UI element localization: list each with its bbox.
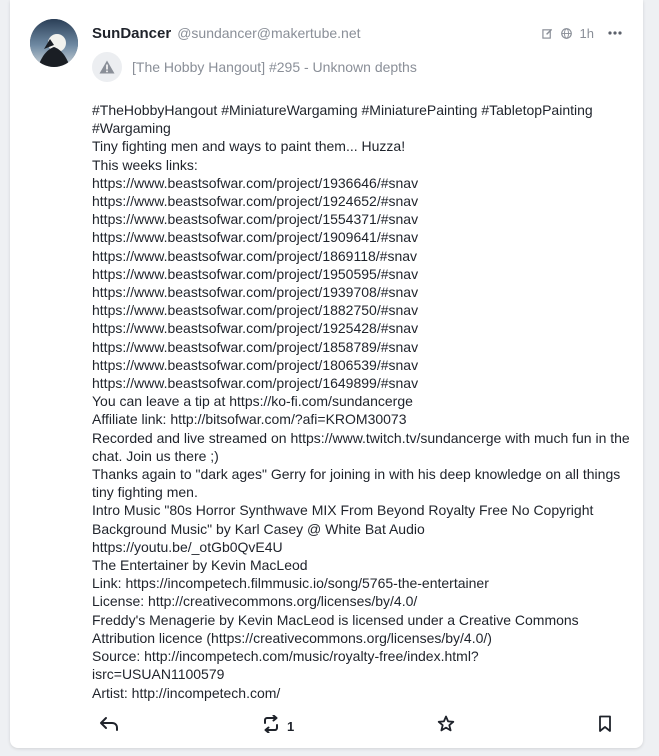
- content-link[interactable]: https://www.beastsofwar.com/project/1909641/#snav: [92, 229, 419, 246]
- content-line[interactable]: You can leave a tip at https://ko-fi.com/sundancerge: [92, 393, 413, 410]
- content-line[interactable]: Recorded and live streamed on https://www.twitch.tv/sundancerge with much fun in the chat. Join us there ;): [92, 429, 630, 464]
- bookmark-icon: [598, 715, 612, 738]
- globe-icon: [560, 26, 574, 40]
- content-line[interactable]: Link: https://incompetech.filmmusic.io/song/5765-the-entertainer: [92, 575, 489, 592]
- content-link[interactable]: https://www.beastsofwar.com/project/1649899/#snav: [92, 375, 419, 392]
- status-header: [92, 22, 622, 44]
- content-link[interactable]: https://www.beastsofwar.com/project/1936646/#snav: [92, 174, 419, 191]
- content-warning[interactable]: [92, 52, 417, 82]
- content-link[interactable]: https://www.beastsofwar.com/project/1554371/#snav: [92, 211, 419, 228]
- content-link[interactable]: https://www.beastsofwar.com/project/1806539/#snav: [92, 356, 419, 373]
- content-link[interactable]: https://www.beastsofwar.com/project/1869118/#snav: [92, 247, 418, 264]
- favourite-button[interactable]: [437, 713, 455, 739]
- content-line[interactable]: Artist: http://incompetech.com/: [92, 684, 281, 701]
- boost-icon: [261, 715, 281, 738]
- content-line[interactable]: #TheHobbyHangout #MiniatureWargaming #MiniaturePainting #TabletopPainting #Wargaming: [92, 102, 593, 137]
- content-link[interactable]: https://www.beastsofwar.com/project/1925428/#snav: [92, 320, 419, 337]
- reply-icon: [99, 716, 119, 737]
- content-line: Thanks again to "dark ages" Gerry for joining in with his deep knowledge on all things tiny fighting men.: [92, 466, 621, 501]
- content-warning-text: [The Hobby Hangout] #295 - Unknown depths: [132, 59, 417, 75]
- edited-icon[interactable]: [541, 26, 555, 40]
- content-line: Intro Music "80s Horror Synthwave MIX From Beyond Royalty Free No Copyright Background Music" by Karl Casey @ White Bat Audio: [92, 502, 594, 537]
- reply-button[interactable]: [99, 713, 119, 739]
- content-link[interactable]: https://www.beastsofwar.com/project/1939708/#snav: [92, 284, 419, 301]
- boost-count: 1: [287, 718, 295, 734]
- avatar[interactable]: [30, 19, 78, 67]
- content-line[interactable]: Source: http://incompetech.com/music/royalty-free/index.html?isrc=USUAN1100579: [92, 648, 479, 683]
- account-handle[interactable]: @sundancer@makertube.net: [177, 25, 361, 41]
- content-link[interactable]: https://www.beastsofwar.com/project/1882750/#snav: [92, 302, 419, 319]
- status-meta: [541, 26, 622, 41]
- warning-icon: [92, 52, 122, 82]
- status-content: [92, 101, 632, 702]
- content-link[interactable]: https://www.beastsofwar.com/project/1858789/#snav: [92, 338, 419, 355]
- content-line[interactable]: Affiliate link: http://bitsofwar.com/?afi=KROM30073: [92, 411, 407, 428]
- display-name[interactable]: SunDancer: [92, 24, 172, 42]
- content-line[interactable]: License: http://creativecommons.org/licenses/by/4.0/: [92, 593, 418, 610]
- star-icon: [437, 715, 455, 738]
- content-line: Tiny fighting men and ways to paint them... Huzza!: [92, 138, 406, 155]
- content-link[interactable]: https://youtu.be/_otGb0QvE4U: [92, 538, 283, 555]
- more-icon[interactable]: [608, 31, 622, 35]
- content-line: This weeks links:: [92, 156, 198, 173]
- boost-button[interactable]: [261, 713, 294, 739]
- status-time[interactable]: 1h: [579, 25, 594, 41]
- content-link[interactable]: https://www.beastsofwar.com/project/1924652/#snav: [92, 193, 419, 210]
- bookmark-button[interactable]: [598, 713, 612, 739]
- status-card: [10, 0, 643, 748]
- content-line: The Entertainer by Kevin MacLeod: [92, 557, 308, 574]
- status-actions: [10, 713, 643, 739]
- content-line[interactable]: Freddy's Menagerie by Kevin MacLeod is licensed under a Creative Commons Attribution licence (https://creativecommons.org/licenses/by/4.0/): [92, 611, 579, 646]
- content-link[interactable]: https://www.beastsofwar.com/project/1950595/#snav: [92, 265, 419, 282]
